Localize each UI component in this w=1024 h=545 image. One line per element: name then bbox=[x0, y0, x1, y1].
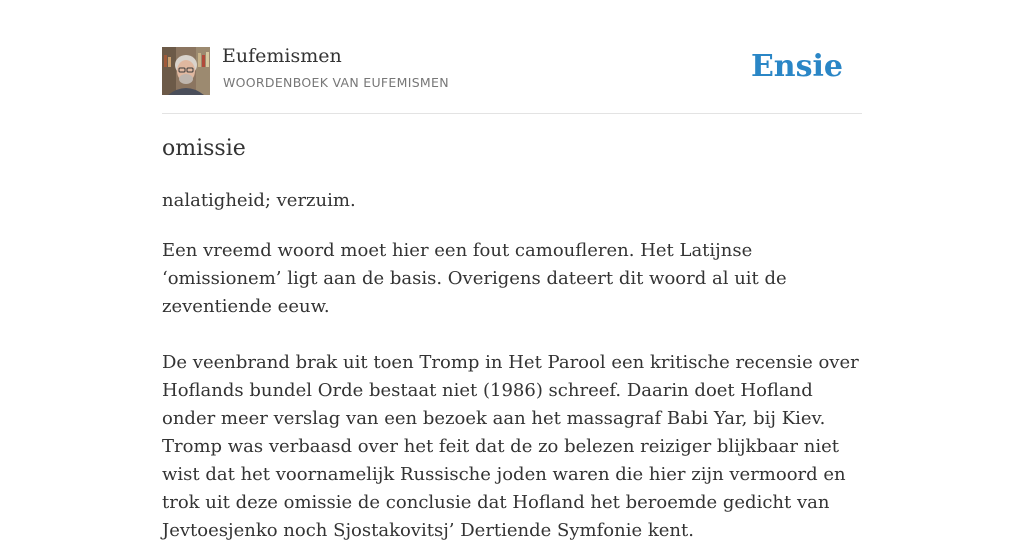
entry-term: omissie bbox=[162, 136, 246, 161]
author-avatar[interactable] bbox=[162, 47, 210, 95]
content-container bbox=[162, 0, 862, 541]
brand-logo[interactable]: Ensie bbox=[750, 49, 843, 84]
avatar-portrait bbox=[162, 47, 210, 95]
author-subtitle: WOORDENBOEK VAN EUFEMISMEN bbox=[223, 75, 449, 90]
header bbox=[162, 0, 862, 114]
entry-explanation: Een vreemd woord moet hier een fout camoufleren. Het Latijnse ‘omissionem’ ligt aan de basis. Overigens dateert dit woord al uit de zeventiende eeuw. De veenbrand brak uit toen Tromp in Het Parool een kritische recensie over Hoflands bundel Orde bestaat niet (1986) schreef. Daarin doet Hofland onder meer verslag van een bezoek aan het massagraf Babi Yar, bij Kiev. Tromp was verbaasd over het feit dat de zo belezen reiziger blijkbaar niet wist dat het voornamelijk Russische joden waren die hier zijn vermoord en trok uit deze omissie de conclusie dat Hofland het beroemde gedicht van Jevtoesjenko noch Sjostakovitsj’ Dertiende Symfonie kent. bbox=[162, 240, 859, 541]
entry-definition: nalatigheid; verzuim. bbox=[162, 190, 356, 211]
author-name[interactable]: Eufemismen bbox=[222, 45, 342, 67]
